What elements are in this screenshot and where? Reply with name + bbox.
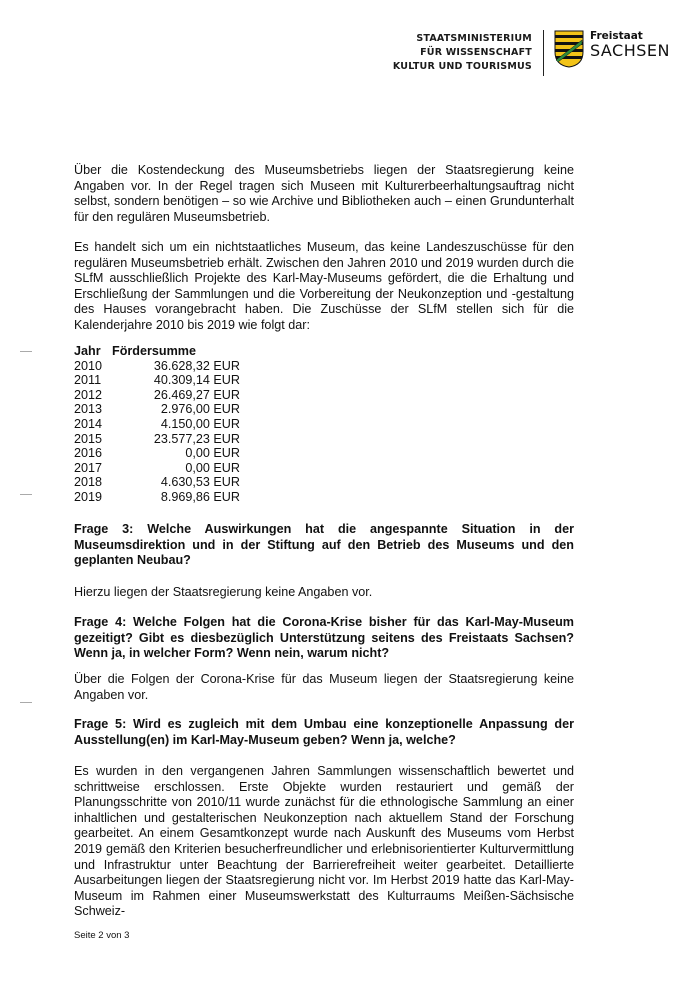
letterhead — [393, 30, 670, 76]
cell-year: 2012 — [74, 387, 103, 402]
table-row — [74, 446, 240, 461]
cell-amount: 8.969,86 EUR — [160, 489, 240, 504]
cell-year: 2016 — [74, 446, 103, 461]
cell-year: 2013 — [74, 402, 103, 417]
column-header-year: Jahr — [74, 344, 101, 358]
cell-year: 2018 — [74, 475, 103, 490]
cell-amount: 4.630,53 EUR — [160, 475, 240, 490]
cell-year: 2017 — [74, 460, 103, 475]
saxony-coat-of-arms-icon — [554, 30, 584, 68]
cell-amount: 0,00 EUR — [185, 446, 240, 461]
cell-amount: 0,00 EUR — [185, 460, 240, 475]
cell-amount: 26.469,27 EUR — [153, 387, 240, 402]
margin-mark — [20, 494, 32, 495]
ministry-name: STAATSMINISTERIUM FÜR WISSENSCHAFT KULTUR UND TOURISMUS — [392, 33, 532, 72]
table-header-row — [74, 344, 240, 359]
question-3: Frage 3: Welche Auswirkungen hat die angespannte Situation in der Museumsdirektion und in der Stiftung auf den Betrieb des Museums und den geplanten Neubau? — [74, 522, 574, 568]
cell-year: 2011 — [74, 373, 102, 388]
table-row — [74, 417, 240, 432]
cell-amount: 2.976,00 EUR — [160, 402, 240, 417]
cell-year: 2010 — [74, 358, 103, 373]
cell-year: 2014 — [74, 416, 103, 431]
cell-amount: 40.309,14 EUR — [153, 373, 240, 388]
table-row — [74, 402, 240, 417]
answer-3: Hierzu liegen der Staatsregierung keine Angaben vor. — [74, 585, 373, 599]
paragraph-funding: Es handelt sich um ein nichtstaatliches Museum, das keine Landeszuschüsse für den regulären Museumsbetrieb erhält. Zwischen den Jahren 2010 und 2019 wurden durch die SLfM ausschließlich Projekte des Karl-May-Museums gefördert, die die Erhaltung und Erschließung der Sammlungen und die Vorbereitung der Neukonzeption und -gestaltung des Hauses vorangebracht haben. Die Zuschüsse der SLfM stellen sich für die Kalenderjahre 2010 bis 2019 wie folgt dar: — [74, 240, 574, 332]
cell-amount: 4.150,00 EUR — [160, 416, 240, 431]
page-number: Seite 2 von 3 — [74, 930, 130, 941]
state-name: Freistaat SACHSEN — [589, 30, 670, 60]
header-divider — [543, 30, 544, 76]
cell-year: 2019 — [74, 489, 103, 504]
table-row — [74, 359, 240, 374]
margin-mark — [20, 702, 32, 703]
table-row — [74, 490, 240, 505]
margin-mark — [20, 351, 32, 352]
column-header-amount: Fördersumme — [112, 344, 196, 358]
paragraph-cost-coverage: Über die Kostendeckung des Museumsbetriebs liegen der Staatsregierung keine Angaben vor. In der Regel tragen sich Museen mit Kulturerbeerhaltungsauftrag nicht selbst, sondern benötigen – so wie Archive und Bibliotheken auch – einen Grundunterhalt für den regulären Museumsbetrieb. — [74, 163, 574, 224]
table-row — [74, 475, 240, 490]
table-row — [74, 388, 240, 403]
question-4: Frage 4: Welche Folgen hat die Corona-Krise bisher für das Karl-May-Museum gezeitigt? Gibt es diesbezüglich Unterstützung seitens des Freistaats Sachsen? Wenn ja, in welcher Form? Wenn nein, warum nicht? — [74, 615, 574, 661]
table-row — [74, 461, 240, 476]
cell-year: 2015 — [74, 431, 103, 446]
funding-table-body — [74, 359, 240, 505]
table-row — [74, 373, 240, 388]
cell-amount: 23.577,23 EUR — [153, 431, 240, 446]
answer-4: Über die Folgen der Corona-Krise für das Museum liegen der Staatsregierung keine Angaben vor. — [74, 672, 574, 702]
cell-amount: 36.628,32 EUR — [153, 358, 240, 373]
answer-5: Es wurden in den vergangenen Jahren Sammlungen wissenschaftlich bewertet und schrittweise erschlossen. Erste Objekte wurden restauriert und gemäß der Planungsschritte von 2010/11 wurde zunächst für die ethnologische Sammlung an einer inhaltlichen und gestalterischen Neukonzeption nach aktuellem Stand der Forschung gearbeitet. An einem Gesamtkonzept wurde nach Auskunft des Museums vom Herbst 2019 gemäß den Kriterien besucherfreundlicher und erlebnisorientierter Kulturvermittlung und Infrastruktur unter Beachtung der Barrierefreiheit weiter gearbeitet. Detaillierte Ausarbeitungen liegen der Staatsregierung nicht vor. Im Herbst 2019 hatte das Karl-May-Museum im Rahmen einer Museumswerkstatt des Kulturraums Meißen-Sächsische Schweiz- — [74, 764, 574, 919]
funding-table — [74, 344, 240, 505]
table-row — [74, 432, 240, 447]
question-5: Frage 5: Wird es zugleich mit dem Umbau eine konzeptionelle Anpassung der Ausstellung(en) im Karl-May-Museum geben? Wenn ja, welche? — [74, 717, 574, 747]
